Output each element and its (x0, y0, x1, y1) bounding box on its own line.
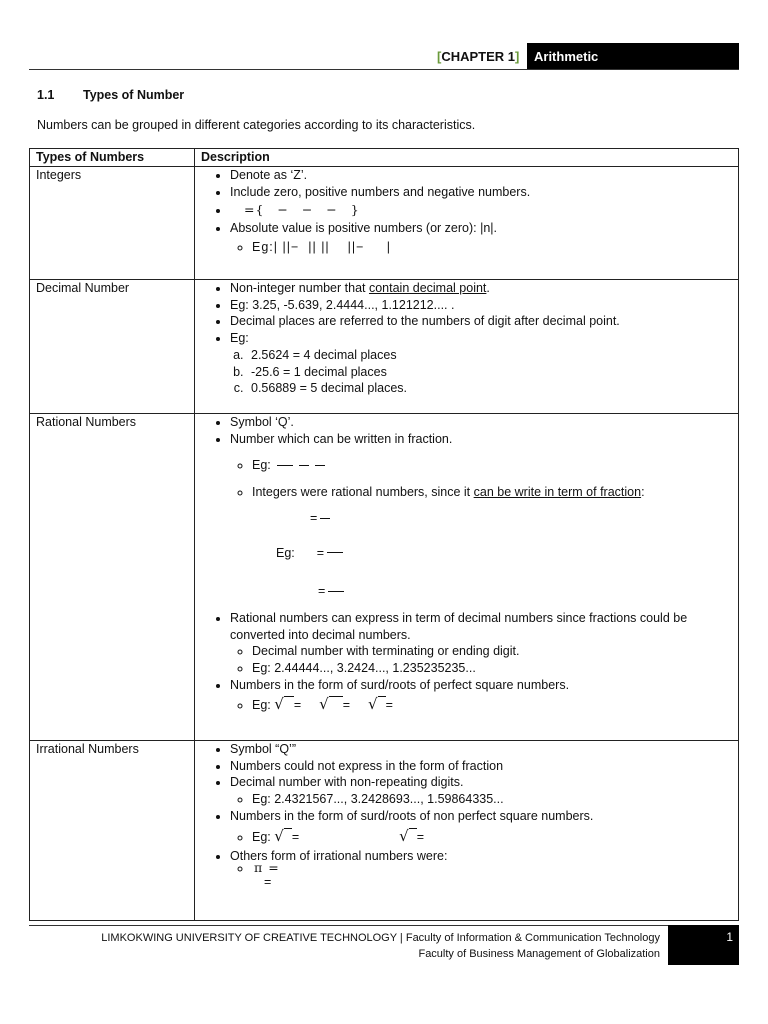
fraction-bar (277, 465, 293, 467)
list-item: • Decimal places are referred to the numbers of digit after decimal point. (230, 313, 738, 330)
table-row (30, 280, 739, 414)
text-span: Non-integer number that (230, 281, 369, 295)
text-span: = (291, 829, 300, 844)
header-description: Description (195, 149, 739, 167)
list-item: • Rational numbers can express in term of decimal numbers since fractions could be converted into decimal numbers. (230, 610, 738, 643)
types-table (29, 148, 739, 921)
sqrt-bar (284, 696, 294, 707)
text-span: = (316, 545, 325, 560)
row-name-decimal: Decimal Number (30, 280, 195, 414)
sub-list-item (252, 860, 738, 894)
text-span: Integers were rational numbers, since it (252, 485, 474, 500)
underlined-text: can be write in term of fraction (473, 485, 642, 500)
topic-banner: Arithmetic (527, 43, 739, 70)
text-span: Eg: (252, 829, 271, 844)
footer-line-1: LIMKOKWING UNIVERSITY OF CREATIVE TECHNOLOGY | Faculty of Information & Communication Technology (101, 932, 660, 944)
sub-list-item (252, 237, 738, 257)
section-title: Types of Number (83, 88, 185, 102)
list-item (230, 280, 738, 297)
text-span: = (385, 698, 393, 713)
sub-list-item: ◦ Eg: 2.4321567..., 3.2428693..., 1.59864335... (252, 791, 738, 808)
row-desc-irrational (195, 741, 739, 921)
text-span: = (310, 510, 318, 525)
list-item: • Numbers in the form of surd/roots of non perfect square numbers. (230, 808, 738, 825)
table-row (30, 741, 739, 921)
fraction-bar (327, 552, 343, 554)
footer-rule (29, 925, 739, 926)
sqrt-icon: √ (319, 695, 329, 714)
pi-expression: ◦ π = (254, 860, 280, 876)
list-item: • Eg: 3.25, -5.639, 2.4444..., 1.121212.... . (230, 297, 738, 314)
section-number: 1.1 (37, 88, 55, 102)
text-span: Eg: (276, 545, 295, 560)
sqrt-icon: √ (274, 826, 284, 845)
sub-list-item: ◦ Eg: 2.44444..., 3.2424..., 1.235235235... (252, 660, 738, 677)
table-row (30, 167, 739, 280)
list-item: • Numbers in the form of surd/roots of perfect square numbers. (230, 677, 738, 694)
list-item (230, 860, 738, 894)
sqrt-icon: √ (399, 826, 409, 845)
table-header-row (30, 149, 739, 167)
sub-list-item (252, 693, 738, 716)
sub-list-item: a. 2.5624 = 4 decimal places (247, 347, 738, 364)
list-item (230, 237, 738, 257)
e-expression: = (264, 875, 272, 890)
list-item: • Denote as ‘Z’. (230, 167, 738, 184)
row-name-integers: Integers (30, 167, 195, 280)
list-item (230, 200, 738, 220)
list-item: • Number which can be written in fraction. (230, 431, 738, 448)
list-item: • Decimal number with non-repeating digits. (230, 774, 738, 791)
row-name-irrational: Irrational Numbers (30, 741, 195, 921)
fraction-bar (315, 465, 325, 467)
sub-list-item: c. 0.56889 = 5 decimal places. (247, 380, 738, 397)
fraction-bar (299, 465, 309, 467)
equation-line (230, 545, 738, 562)
sub-list-item (252, 825, 738, 848)
sqrt-icon: √ (368, 695, 378, 714)
header-rule (29, 69, 739, 70)
sub-list-item: ◦ Decimal number with terminating or ending digit. (252, 643, 738, 660)
sqrt-bar (284, 828, 292, 839)
text-span: = (293, 698, 302, 713)
list-item (230, 825, 738, 848)
intro-paragraph: Numbers can be grouped in different categories according to its characteristics. (37, 118, 476, 132)
sub-list-item (252, 457, 738, 474)
footer-line-2: Faculty of Business Management of Globalization (418, 948, 660, 960)
text-span: Eg: (252, 458, 271, 473)
text-span: : (641, 485, 645, 500)
text-span: Eg: (230, 331, 249, 346)
chapter-number: CHAPTER 1 (441, 49, 516, 64)
sqrt-bar (409, 828, 417, 839)
abs-example: Eg:| ||− || || ||− | (252, 240, 391, 255)
list-item (230, 501, 738, 610)
row-desc-decimal (195, 280, 739, 414)
list-item (230, 457, 738, 500)
header-types: Types of Numbers (30, 149, 195, 167)
list-item (230, 791, 738, 808)
underlined-text: contain decimal point (368, 281, 487, 295)
sqrt-bar (378, 696, 386, 707)
list-item: • Absolute value is positive numbers (or zero): |n|. (230, 220, 738, 237)
list-item: • Include zero, positive numbers and negative numbers. (230, 184, 738, 201)
text-span: . (486, 281, 490, 295)
text-span: = (342, 698, 350, 713)
list-item (230, 643, 738, 676)
text-span: = (416, 829, 424, 844)
set-notation: ={ − − − } (244, 202, 360, 218)
row-name-rational: Rational Numbers (30, 414, 195, 741)
sqrt-bar (329, 696, 343, 707)
list-item: • Symbol ‘Q’. (230, 414, 738, 431)
fraction-bar (328, 591, 344, 593)
chapter-label (437, 49, 519, 64)
equation-line (230, 510, 738, 527)
fraction-bar (320, 518, 330, 520)
page-number: 1 (668, 925, 739, 965)
footer-text (60, 930, 660, 962)
sqrt-icon: √ (274, 695, 284, 714)
row-desc-rational (195, 414, 739, 741)
list-item: • Others form of irrational numbers were: (230, 848, 738, 865)
list-item (230, 693, 738, 716)
bracket-open: [ (437, 49, 442, 64)
table-row (30, 414, 739, 741)
text-span: Eg: (252, 698, 271, 713)
row-desc-integers (195, 167, 739, 280)
sub-list-item: b. -25.6 = 1 decimal places (247, 364, 738, 381)
list-item: • Symbol “Q’” (230, 741, 738, 758)
list-item: • Numbers could not express in the form of fraction (230, 758, 738, 775)
text-span: = (318, 584, 326, 599)
sub-list-item (252, 484, 738, 501)
equation-line (230, 583, 738, 600)
list-item (230, 330, 738, 397)
bracket-close: ] (515, 49, 520, 64)
